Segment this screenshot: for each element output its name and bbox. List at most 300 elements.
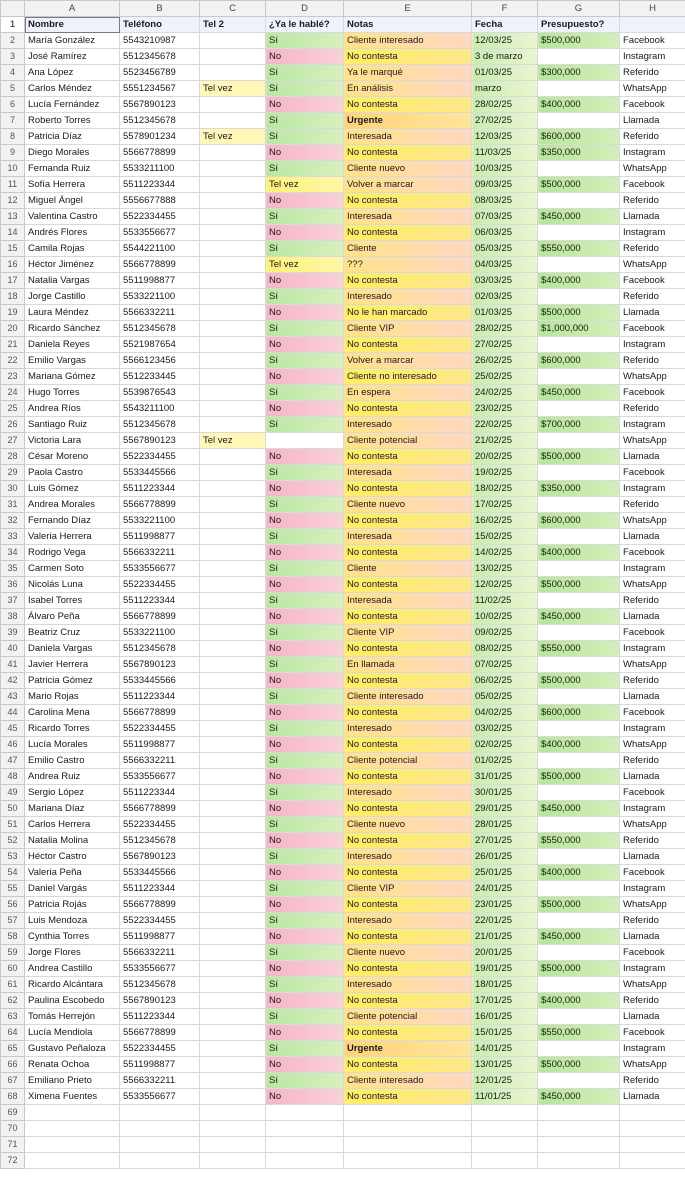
cell-hable[interactable]: No	[266, 337, 344, 353]
cell-presupuesto[interactable]: $400,000	[538, 97, 620, 113]
cell-nombre[interactable]: Valeria Peña	[25, 865, 120, 881]
row-number[interactable]: 49	[1, 785, 25, 801]
row-number[interactable]: 47	[1, 753, 25, 769]
cell-hable[interactable]: Sí	[266, 625, 344, 641]
row-number[interactable]: 25	[1, 401, 25, 417]
cell-telefono[interactable]: 5522334455	[120, 577, 200, 593]
cell-tel2[interactable]: Tel vez	[200, 433, 266, 449]
cell-notas[interactable]: No contesta	[344, 225, 472, 241]
cell-fuente[interactable]: Referido	[620, 913, 685, 929]
cell-notas[interactable]: Interesado	[344, 849, 472, 865]
cell-nombre[interactable]: Sofía Herrera	[25, 177, 120, 193]
row-number[interactable]: 10	[1, 161, 25, 177]
cell-nombre[interactable]: Javier Herrera	[25, 657, 120, 673]
cell-hable[interactable]: No	[266, 833, 344, 849]
cell-telefono[interactable]: 5566778899	[120, 609, 200, 625]
cell-tel2[interactable]	[200, 417, 266, 433]
empty-cell[interactable]	[200, 1121, 266, 1137]
cell-telefono[interactable]: 5566778899	[120, 1025, 200, 1041]
cell-fecha[interactable]: 17/02/25	[472, 497, 538, 513]
cell-hable[interactable]: No	[266, 225, 344, 241]
cell-fecha[interactable]: 13/02/25	[472, 561, 538, 577]
row-number[interactable]: 23	[1, 369, 25, 385]
cell-notas[interactable]: No contesta	[344, 1025, 472, 1041]
cell-telefono[interactable]: 5512345678	[120, 833, 200, 849]
cell-notas[interactable]: No le han marcado	[344, 305, 472, 321]
cell-fuente[interactable]: Instagram	[620, 481, 685, 497]
cell-fuente[interactable]: Referido	[620, 593, 685, 609]
row-number[interactable]: 53	[1, 849, 25, 865]
cell-hable[interactable]: No	[266, 513, 344, 529]
cell-hable[interactable]: Sí	[266, 209, 344, 225]
row-number[interactable]: 40	[1, 641, 25, 657]
cell-nombre[interactable]: Victoria Lara	[25, 433, 120, 449]
cell-presupuesto[interactable]: $450,000	[538, 1089, 620, 1105]
row-number[interactable]: 51	[1, 817, 25, 833]
header-cell-hable[interactable]: ¿Ya le hablé?	[266, 17, 344, 33]
row-number[interactable]: 13	[1, 209, 25, 225]
cell-fuente[interactable]: Llamada	[620, 769, 685, 785]
cell-presupuesto[interactable]	[538, 625, 620, 641]
cell-tel2[interactable]	[200, 945, 266, 961]
cell-tel2[interactable]: Tel vez	[200, 81, 266, 97]
cell-nombre[interactable]: Emilio Vargas	[25, 353, 120, 369]
cell-hable[interactable]: No	[266, 1089, 344, 1105]
cell-notas[interactable]: Cliente VIP	[344, 321, 472, 337]
cell-notas[interactable]: No contesta	[344, 97, 472, 113]
cell-hable[interactable]: No	[266, 545, 344, 561]
cell-hable[interactable]: No	[266, 401, 344, 417]
cell-presupuesto[interactable]	[538, 433, 620, 449]
cell-presupuesto[interactable]: $400,000	[538, 737, 620, 753]
cell-telefono[interactable]: 5512345678	[120, 321, 200, 337]
cell-nombre[interactable]: Patricia Gómez	[25, 673, 120, 689]
cell-nombre[interactable]: Nicolás Luna	[25, 577, 120, 593]
empty-cell[interactable]	[472, 1105, 538, 1121]
cell-fecha[interactable]: 05/02/25	[472, 689, 538, 705]
cell-hable[interactable]: Sí	[266, 945, 344, 961]
cell-notas[interactable]: No contesta	[344, 145, 472, 161]
cell-fecha[interactable]: 28/02/25	[472, 97, 538, 113]
cell-tel2[interactable]	[200, 225, 266, 241]
cell-hable[interactable]: Sí	[266, 497, 344, 513]
cell-fuente[interactable]: Facebook	[620, 625, 685, 641]
cell-nombre[interactable]: Carmen Soto	[25, 561, 120, 577]
row-number[interactable]: 57	[1, 913, 25, 929]
cell-fecha[interactable]: 23/02/25	[472, 401, 538, 417]
cell-hable[interactable]: No	[266, 705, 344, 721]
cell-notas[interactable]: Cliente potencial	[344, 433, 472, 449]
cell-tel2[interactable]	[200, 689, 266, 705]
cell-tel2[interactable]	[200, 161, 266, 177]
cell-fecha[interactable]: 31/01/25	[472, 769, 538, 785]
cell-telefono[interactable]: 5511223344	[120, 689, 200, 705]
cell-tel2[interactable]	[200, 513, 266, 529]
cell-hable[interactable]: No	[266, 609, 344, 625]
cell-notas[interactable]: No contesta	[344, 705, 472, 721]
empty-cell[interactable]	[25, 1137, 120, 1153]
cell-telefono[interactable]: 5566778899	[120, 145, 200, 161]
cell-presupuesto[interactable]: $500,000	[538, 577, 620, 593]
cell-fuente[interactable]: Instagram	[620, 225, 685, 241]
row-number[interactable]: 33	[1, 529, 25, 545]
cell-tel2[interactable]	[200, 321, 266, 337]
cell-notas[interactable]: Interesada	[344, 209, 472, 225]
row-number[interactable]: 12	[1, 193, 25, 209]
row-number[interactable]: 28	[1, 449, 25, 465]
cell-fecha[interactable]: 07/02/25	[472, 657, 538, 673]
empty-cell[interactable]	[266, 1105, 344, 1121]
cell-hable[interactable]: No	[266, 641, 344, 657]
cell-telefono[interactable]: 5566778899	[120, 705, 200, 721]
cell-presupuesto[interactable]	[538, 1009, 620, 1025]
cell-hable[interactable]: Sí	[266, 1009, 344, 1025]
cell-hable[interactable]: Sí	[266, 849, 344, 865]
cell-presupuesto[interactable]: $600,000	[538, 129, 620, 145]
cell-hable[interactable]: No	[266, 145, 344, 161]
cell-telefono[interactable]: 5543210987	[120, 33, 200, 49]
cell-nombre[interactable]: Camila Rojas	[25, 241, 120, 257]
cell-tel2[interactable]	[200, 865, 266, 881]
cell-notas[interactable]: No contesta	[344, 769, 472, 785]
cell-tel2[interactable]	[200, 65, 266, 81]
cell-notas[interactable]: No contesta	[344, 961, 472, 977]
cell-tel2[interactable]	[200, 545, 266, 561]
cell-telefono[interactable]: 5511223344	[120, 177, 200, 193]
cell-tel2[interactable]	[200, 273, 266, 289]
cell-fecha[interactable]: 03/02/25	[472, 721, 538, 737]
cell-presupuesto[interactable]: $450,000	[538, 929, 620, 945]
cell-notas[interactable]: Cliente nuevo	[344, 945, 472, 961]
cell-presupuesto[interactable]: $500,000	[538, 177, 620, 193]
empty-cell[interactable]	[200, 1137, 266, 1153]
cell-fuente[interactable]: Llamada	[620, 113, 685, 129]
select-all-corner[interactable]	[1, 1, 25, 17]
cell-tel2[interactable]	[200, 33, 266, 49]
cell-tel2[interactable]	[200, 1073, 266, 1089]
cell-nombre[interactable]: Andrea Ríos	[25, 401, 120, 417]
empty-cell[interactable]	[538, 1153, 620, 1169]
cell-hable[interactable]: Sí	[266, 65, 344, 81]
empty-cell[interactable]	[25, 1121, 120, 1137]
cell-tel2[interactable]	[200, 529, 266, 545]
cell-telefono[interactable]: 5522334455	[120, 209, 200, 225]
cell-notas[interactable]: No contesta	[344, 577, 472, 593]
row-number[interactable]: 68	[1, 1089, 25, 1105]
cell-presupuesto[interactable]: $400,000	[538, 865, 620, 881]
cell-nombre[interactable]: Ricardo Sánchez	[25, 321, 120, 337]
cell-tel2[interactable]	[200, 401, 266, 417]
row-number[interactable]: 11	[1, 177, 25, 193]
cell-fuente[interactable]: WhatsApp	[620, 657, 685, 673]
cell-hable[interactable]: No	[266, 305, 344, 321]
cell-notas[interactable]: No contesta	[344, 865, 472, 881]
cell-telefono[interactable]: 5533556677	[120, 225, 200, 241]
cell-fuente[interactable]: Referido	[620, 289, 685, 305]
empty-cell[interactable]	[120, 1105, 200, 1121]
cell-presupuesto[interactable]	[538, 689, 620, 705]
cell-notas[interactable]: No contesta	[344, 929, 472, 945]
cell-telefono[interactable]: 5511223344	[120, 1009, 200, 1025]
cell-telefono[interactable]: 5544221100	[120, 241, 200, 257]
cell-fecha[interactable]: 21/02/25	[472, 433, 538, 449]
cell-nombre[interactable]: Andrea Ruiz	[25, 769, 120, 785]
cell-fuente[interactable]: Llamada	[620, 1089, 685, 1105]
cell-telefono[interactable]: 5533211100	[120, 161, 200, 177]
row-number[interactable]: 14	[1, 225, 25, 241]
cell-nombre[interactable]: Álvaro Peña	[25, 609, 120, 625]
cell-fecha[interactable]: 04/02/25	[472, 705, 538, 721]
cell-tel2[interactable]	[200, 993, 266, 1009]
cell-hable[interactable]: Sí	[266, 529, 344, 545]
cell-fuente[interactable]: Instagram	[620, 337, 685, 353]
empty-cell[interactable]	[472, 1137, 538, 1153]
column-header-d[interactable]: D	[266, 1, 344, 17]
cell-fecha[interactable]: 25/01/25	[472, 865, 538, 881]
cell-hable[interactable]: No	[266, 929, 344, 945]
cell-tel2[interactable]	[200, 145, 266, 161]
cell-telefono[interactable]: 5533445566	[120, 673, 200, 689]
cell-nombre[interactable]: Sergio López	[25, 785, 120, 801]
cell-presupuesto[interactable]: $500,000	[538, 1057, 620, 1073]
cell-notas[interactable]: Interesado	[344, 977, 472, 993]
cell-presupuesto[interactable]: $550,000	[538, 241, 620, 257]
cell-fecha[interactable]: 28/02/25	[472, 321, 538, 337]
row-number[interactable]: 31	[1, 497, 25, 513]
cell-fecha[interactable]: 01/03/25	[472, 305, 538, 321]
cell-fecha[interactable]: 11/02/25	[472, 593, 538, 609]
cell-fuente[interactable]: Instagram	[620, 417, 685, 433]
cell-fecha[interactable]: 18/02/25	[472, 481, 538, 497]
cell-nombre[interactable]: César Moreno	[25, 449, 120, 465]
cell-presupuesto[interactable]: $500,000	[538, 449, 620, 465]
cell-presupuesto[interactable]: $300,000	[538, 65, 620, 81]
cell-telefono[interactable]: 5533556677	[120, 1089, 200, 1105]
cell-tel2[interactable]	[200, 465, 266, 481]
cell-fuente[interactable]: Instagram	[620, 1041, 685, 1057]
cell-presupuesto[interactable]	[538, 817, 620, 833]
cell-notas[interactable]: No contesta	[344, 1089, 472, 1105]
cell-fecha[interactable]: 26/01/25	[472, 849, 538, 865]
cell-notas[interactable]: En llamada	[344, 657, 472, 673]
cell-notas[interactable]: Interesada	[344, 129, 472, 145]
cell-fuente[interactable]: Llamada	[620, 449, 685, 465]
cell-notas[interactable]: Interesada	[344, 529, 472, 545]
cell-telefono[interactable]: 5522334455	[120, 721, 200, 737]
header-cell-notas[interactable]: Notas	[344, 17, 472, 33]
row-number[interactable]: 43	[1, 689, 25, 705]
cell-fecha[interactable]: 25/02/25	[472, 369, 538, 385]
row-number[interactable]: 54	[1, 865, 25, 881]
row-number[interactable]: 72	[1, 1153, 25, 1169]
empty-cell[interactable]	[120, 1153, 200, 1169]
cell-fecha[interactable]: 13/01/25	[472, 1057, 538, 1073]
cell-notas[interactable]: Volver a marcar	[344, 177, 472, 193]
cell-fecha[interactable]: 16/02/25	[472, 513, 538, 529]
cell-presupuesto[interactable]: $500,000	[538, 305, 620, 321]
empty-cell[interactable]	[25, 1153, 120, 1169]
cell-fecha[interactable]: 12/03/25	[472, 129, 538, 145]
cell-fecha[interactable]: 15/02/25	[472, 529, 538, 545]
row-number[interactable]: 27	[1, 433, 25, 449]
cell-nombre[interactable]: Ricardo Alcántara	[25, 977, 120, 993]
cell-tel2[interactable]	[200, 209, 266, 225]
cell-tel2[interactable]	[200, 449, 266, 465]
cell-nombre[interactable]: Héctor Castro	[25, 849, 120, 865]
cell-fecha[interactable]: 16/01/25	[472, 1009, 538, 1025]
cell-presupuesto[interactable]	[538, 225, 620, 241]
empty-cell[interactable]	[620, 1105, 685, 1121]
cell-hable[interactable]: No	[266, 865, 344, 881]
cell-hable[interactable]: Sí	[266, 881, 344, 897]
cell-nombre[interactable]: Fernando Díaz	[25, 513, 120, 529]
cell-tel2[interactable]: Tel vez	[200, 129, 266, 145]
cell-fuente[interactable]: Referido	[620, 753, 685, 769]
cell-hable[interactable]: Sí	[266, 385, 344, 401]
cell-hable[interactable]: Sí	[266, 817, 344, 833]
cell-fuente[interactable]: WhatsApp	[620, 897, 685, 913]
cell-presupuesto[interactable]	[538, 849, 620, 865]
cell-nombre[interactable]: Patricia Rojás	[25, 897, 120, 913]
cell-fecha[interactable]: 20/01/25	[472, 945, 538, 961]
cell-fecha[interactable]: 09/03/25	[472, 177, 538, 193]
cell-hable[interactable]: No	[266, 801, 344, 817]
cell-presupuesto[interactable]: $450,000	[538, 385, 620, 401]
cell-telefono[interactable]: 5511223344	[120, 481, 200, 497]
cell-notas[interactable]: Cliente no interesado	[344, 369, 472, 385]
cell-nombre[interactable]: Daniela Reyes	[25, 337, 120, 353]
cell-presupuesto[interactable]	[538, 881, 620, 897]
cell-telefono[interactable]: 5578901234	[120, 129, 200, 145]
cell-presupuesto[interactable]	[538, 529, 620, 545]
cell-notas[interactable]: No contesta	[344, 673, 472, 689]
cell-nombre[interactable]: Lucía Mendiola	[25, 1025, 120, 1041]
cell-tel2[interactable]	[200, 1089, 266, 1105]
row-number[interactable]: 56	[1, 897, 25, 913]
cell-fecha[interactable]: 17/01/25	[472, 993, 538, 1009]
cell-fuente[interactable]: Llamada	[620, 529, 685, 545]
cell-fuente[interactable]: Referido	[620, 401, 685, 417]
cell-notas[interactable]: No contesta	[344, 1057, 472, 1073]
empty-cell[interactable]	[620, 1121, 685, 1137]
cell-notas[interactable]: No contesta	[344, 737, 472, 753]
cell-telefono[interactable]: 5566778899	[120, 497, 200, 513]
cell-telefono[interactable]: 5512345678	[120, 977, 200, 993]
cell-tel2[interactable]	[200, 577, 266, 593]
cell-hable[interactable]: Sí	[266, 913, 344, 929]
cell-hable[interactable]: No	[266, 993, 344, 1009]
cell-fecha[interactable]: marzo	[472, 81, 538, 97]
cell-fecha[interactable]: 28/01/25	[472, 817, 538, 833]
cell-notas[interactable]: Interesado	[344, 913, 472, 929]
cell-fecha[interactable]: 15/01/25	[472, 1025, 538, 1041]
cell-telefono[interactable]: 5511998877	[120, 273, 200, 289]
row-number[interactable]: 1	[1, 17, 25, 33]
cell-telefono[interactable]: 5511998877	[120, 929, 200, 945]
cell-presupuesto[interactable]	[538, 785, 620, 801]
cell-fecha[interactable]: 02/02/25	[472, 737, 538, 753]
cell-fecha[interactable]: 22/01/25	[472, 913, 538, 929]
cell-fecha[interactable]: 14/01/25	[472, 1041, 538, 1057]
cell-notas[interactable]: Cliente VIP	[344, 625, 472, 641]
row-number[interactable]: 69	[1, 1105, 25, 1121]
cell-notas[interactable]: Interesada	[344, 465, 472, 481]
cell-telefono[interactable]: 5566778899	[120, 897, 200, 913]
cell-presupuesto[interactable]	[538, 753, 620, 769]
cell-hable[interactable]: No	[266, 897, 344, 913]
cell-fuente[interactable]: Llamada	[620, 305, 685, 321]
cell-nombre[interactable]: Emiliano Prieto	[25, 1073, 120, 1089]
cell-telefono[interactable]: 5566332211	[120, 1073, 200, 1089]
cell-notas[interactable]: No contesta	[344, 193, 472, 209]
empty-cell[interactable]	[472, 1153, 538, 1169]
cell-tel2[interactable]	[200, 1041, 266, 1057]
cell-fecha[interactable]: 19/01/25	[472, 961, 538, 977]
cell-fecha[interactable]: 07/03/25	[472, 209, 538, 225]
row-number[interactable]: 3	[1, 49, 25, 65]
cell-presupuesto[interactable]	[538, 49, 620, 65]
row-number[interactable]: 46	[1, 737, 25, 753]
cell-fecha[interactable]: 14/02/25	[472, 545, 538, 561]
cell-telefono[interactable]: 5533445566	[120, 465, 200, 481]
cell-fecha[interactable]: 08/02/25	[472, 641, 538, 657]
cell-presupuesto[interactable]	[538, 1041, 620, 1057]
cell-tel2[interactable]	[200, 497, 266, 513]
cell-nombre[interactable]: Ana López	[25, 65, 120, 81]
cell-nombre[interactable]: Mariana Díaz	[25, 801, 120, 817]
cell-notas[interactable]: No contesta	[344, 609, 472, 625]
row-number[interactable]: 55	[1, 881, 25, 897]
cell-fecha[interactable]: 3 de marzo	[472, 49, 538, 65]
row-number[interactable]: 36	[1, 577, 25, 593]
cell-fuente[interactable]: Facebook	[620, 33, 685, 49]
cell-notas[interactable]: Cliente nuevo	[344, 161, 472, 177]
cell-hable[interactable]: No	[266, 97, 344, 113]
cell-nombre[interactable]: Andrea Castillo	[25, 961, 120, 977]
cell-fecha[interactable]: 27/02/25	[472, 113, 538, 129]
cell-hable[interactable]: No	[266, 273, 344, 289]
cell-presupuesto[interactable]	[538, 465, 620, 481]
cell-nombre[interactable]: Renata Ochoa	[25, 1057, 120, 1073]
cell-hable[interactable]: No	[266, 481, 344, 497]
cell-tel2[interactable]	[200, 849, 266, 865]
cell-presupuesto[interactable]: $500,000	[538, 673, 620, 689]
cell-notas[interactable]: En espera	[344, 385, 472, 401]
cell-nombre[interactable]: José Ramírez	[25, 49, 120, 65]
cell-nombre[interactable]: Lucía Morales	[25, 737, 120, 753]
row-number[interactable]: 24	[1, 385, 25, 401]
cell-tel2[interactable]	[200, 961, 266, 977]
cell-presupuesto[interactable]: $450,000	[538, 609, 620, 625]
cell-fecha[interactable]: 22/02/25	[472, 417, 538, 433]
row-number[interactable]: 48	[1, 769, 25, 785]
cell-presupuesto[interactable]: $500,000	[538, 33, 620, 49]
empty-cell[interactable]	[472, 1121, 538, 1137]
cell-presupuesto[interactable]: $450,000	[538, 801, 620, 817]
cell-fuente[interactable]: WhatsApp	[620, 257, 685, 273]
cell-nombre[interactable]: Miguel Ángel	[25, 193, 120, 209]
cell-fuente[interactable]: Referido	[620, 673, 685, 689]
column-header-e[interactable]: E	[344, 1, 472, 17]
column-header-g[interactable]: G	[538, 1, 620, 17]
cell-presupuesto[interactable]: $350,000	[538, 145, 620, 161]
cell-fecha[interactable]: 24/02/25	[472, 385, 538, 401]
cell-fecha[interactable]: 09/02/25	[472, 625, 538, 641]
cell-fuente[interactable]: WhatsApp	[620, 81, 685, 97]
cell-tel2[interactable]	[200, 721, 266, 737]
cell-nombre[interactable]: Héctor Jiménez	[25, 257, 120, 273]
cell-tel2[interactable]	[200, 609, 266, 625]
